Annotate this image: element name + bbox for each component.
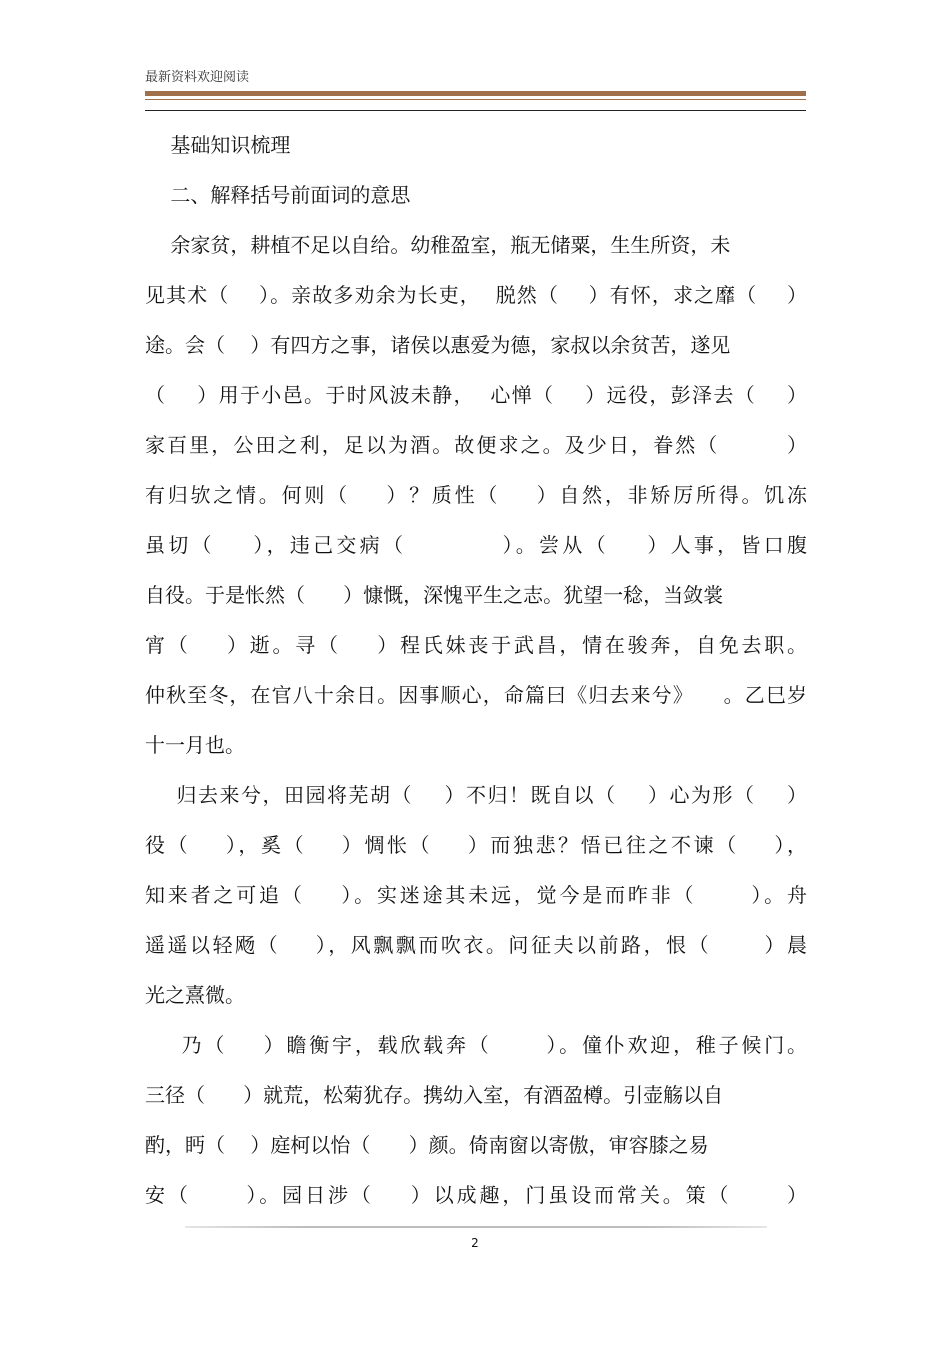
text-line: 二、解释括号前面词的意思 <box>145 183 411 207</box>
text-line: 宵（ ）逝。寻（ ）程氏妹丧于武昌，情在骏奔，自免去职。 <box>145 633 807 657</box>
text-line: 自役。于是怅然（ ）慷慨，深愧平生之志。犹望一稔，当敛裳 <box>145 583 724 607</box>
text-line: 仲秋至冬，在官八十余日。因事顺心，命篇曰《归去来兮》 。乙巳岁 <box>145 683 807 707</box>
running-header: 最新资料欢迎阅读 <box>145 70 250 85</box>
text-line: （ ）用于小邑。于时风波未静， 心惮（ ）远役，彭泽去（ ） <box>145 383 807 407</box>
text-line: 归去来兮，田园将芜胡（ ）不归！既自以（ ）心为形（ ） <box>145 783 807 807</box>
footer-rule <box>185 1226 767 1228</box>
text-line: 虽切（ ），违己交病（ ）。尝从（ ）人事，皆口腹 <box>145 533 807 557</box>
document-body <box>145 120 807 1220</box>
text-line: 光之熹微。 <box>145 983 245 1007</box>
text-line: 三径（ ）就荒，松菊犹存。携幼入室，有酒盈樽。引壶觞以自 <box>145 1083 724 1107</box>
text-line: 见其术（ ）。亲故多劝余为长吏， 脱然（ ）有怀，求之靡（ ） <box>145 283 807 307</box>
text-line: 家百里，公田之利，足以为酒。故便求之。及少日，眷然（ ） <box>145 433 807 457</box>
text-line: 知来者之可追（ ）。实迷途其未远，觉今是而昨非（ ）。舟 <box>145 883 807 907</box>
text-line: 役（ ），奚（ ）惆怅（ ）而独悲？悟已往之不谏（ ）， <box>145 833 807 857</box>
text-line: 途。会（ ）有四方之事，诸侯以惠爱为德，家叔以余贫苦，遂见 <box>145 333 731 357</box>
text-line: 酌，眄（ ）庭柯以怡（ ）颜。倚南窗以寄傲，审容膝之易 <box>145 1133 709 1157</box>
header-rule-base <box>145 110 806 111</box>
text-line: 乃（ ）瞻衡宇，载欣载奔（ ）。僮仆欢迎，稚子候门。 <box>145 1033 807 1057</box>
text-line: 有归欤之情。何则（ ）？质性（ ）自然，非矫厉所得。饥冻 <box>145 483 807 507</box>
text-line: 遥遥以轻飏（ ），风飘飘而吹衣。问征夫以前路，恨（ ）晨 <box>145 933 807 957</box>
header-rule-thin <box>145 99 806 100</box>
header-rule-thick <box>145 91 806 96</box>
page-number: 2 <box>471 1236 479 1250</box>
text-line: 安（ ）。园日涉（ ）以成趣，门虽设而常关。策（ ） <box>145 1183 807 1207</box>
text-line: 基础知识梳理 <box>145 133 291 157</box>
text-line: 余家贫，耕植不足以自给。幼稚盈室，瓶无储粟，生生所资，未 <box>145 233 731 257</box>
text-line: 十一月也。 <box>145 733 245 757</box>
